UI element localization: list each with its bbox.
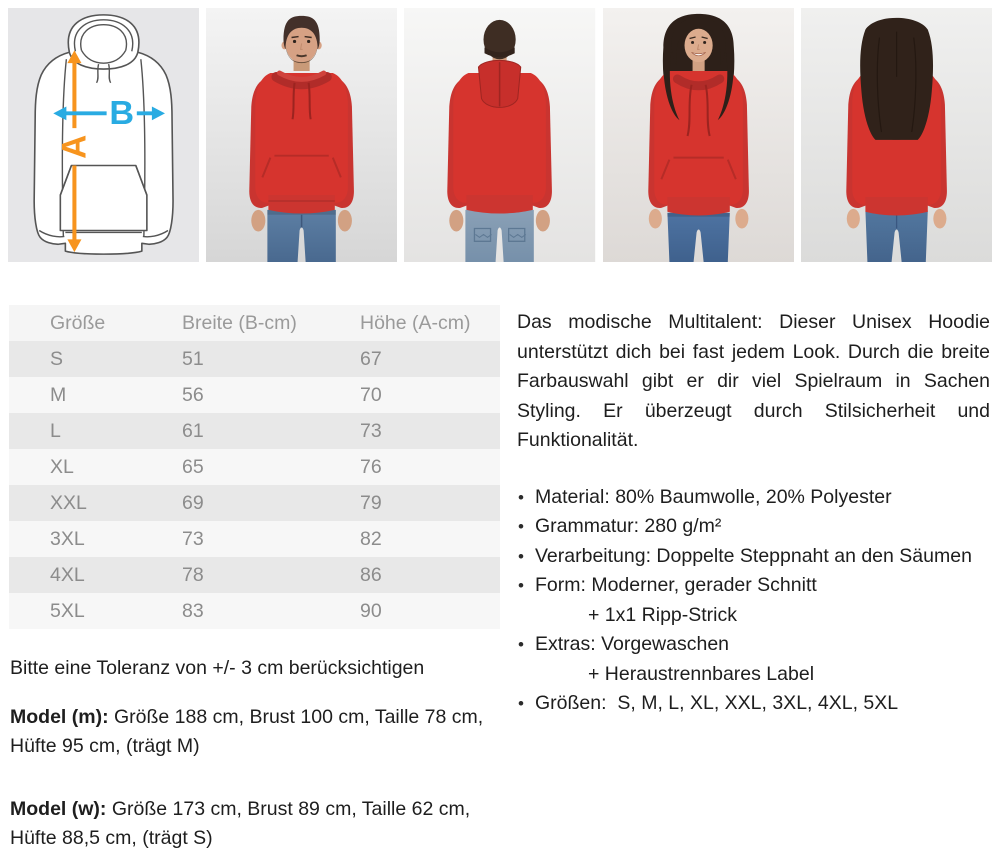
feature-text: Form: Moderner, gerader Schnitt	[535, 574, 817, 596]
col-header-width: Breite (B-cm)	[182, 311, 297, 334]
width-cell: 73	[182, 527, 204, 550]
size-cell: 4XL	[50, 563, 85, 586]
photo-male-front[interactable]	[206, 8, 397, 262]
feature-item	[517, 483, 990, 513]
height-cell: 76	[360, 455, 382, 478]
size-table-body	[9, 341, 500, 629]
size-diagram-illustration	[8, 8, 199, 262]
table-row	[9, 377, 500, 413]
width-cell: 65	[182, 455, 204, 478]
product-image-row	[0, 0, 1000, 262]
feature-text: Extras: Vorgewaschen	[535, 633, 730, 655]
width-cell: 61	[182, 419, 204, 442]
feature-item	[517, 571, 990, 630]
table-row	[9, 449, 500, 485]
photo-male-back[interactable]	[404, 8, 595, 262]
col-header-height: Höhe (A-cm)	[360, 311, 471, 334]
table-row	[9, 593, 500, 629]
table-row	[9, 341, 500, 377]
model-m-info	[10, 703, 496, 761]
model-w-label: Model (w):	[10, 798, 107, 820]
feature-subtext: + Heraustrennbares Label	[588, 662, 815, 685]
size-table	[9, 305, 500, 629]
size-cell: M	[50, 383, 67, 406]
photo-female-front[interactable]	[603, 8, 794, 262]
measure-a-label: A	[55, 134, 94, 159]
model-m-label: Model (m):	[10, 706, 109, 728]
feature-list	[517, 483, 990, 719]
height-cell: 70	[360, 383, 382, 406]
size-cell: L	[50, 419, 61, 442]
photo-female-back[interactable]	[801, 8, 992, 262]
male-back-illustration	[404, 8, 595, 262]
male-front-illustration	[206, 8, 397, 262]
model-w-info	[10, 795, 496, 853]
feature-text: Größen: S, M, L, XL, XXL, 3XL, 4XL, 5XL	[535, 692, 899, 714]
width-cell: 83	[182, 599, 204, 622]
height-cell: 79	[360, 491, 382, 514]
width-cell: 78	[182, 563, 204, 586]
feature-text: Verarbeitung: Doppelte Steppnaht an den Säumen	[535, 544, 972, 567]
measure-b-label: B	[109, 94, 135, 133]
size-table-header-row	[9, 305, 500, 341]
width-cell: 56	[182, 383, 204, 406]
table-row	[9, 521, 500, 557]
col-header-size: Größe	[50, 311, 106, 334]
feature-text: Grammatur: 280 g/m²	[535, 515, 722, 537]
feature-text: Material: 80% Baumwolle, 20% Polyester	[535, 485, 892, 508]
size-cell: XL	[50, 455, 74, 478]
model-m-text: Größe 188 cm, Brust 100 cm, Taille 78 cm, Hüfte 95 cm, (trägt M)	[10, 706, 484, 757]
height-cell: 86	[360, 563, 382, 586]
height-cell: 73	[360, 419, 382, 442]
table-row	[9, 413, 500, 449]
size-info-column	[0, 305, 500, 853]
tolerance-note: Bitte eine Toleranz von +/- 3 cm berücksichtigen	[10, 657, 425, 679]
female-front-illustration	[603, 8, 794, 262]
product-info-row	[0, 305, 1000, 853]
height-cell: 90	[360, 599, 382, 622]
size-cell: XXL	[50, 491, 87, 514]
feature-subtext: + 1x1 Ripp-Strick	[588, 603, 738, 626]
product-description-column	[500, 305, 990, 719]
height-cell: 82	[360, 527, 382, 550]
table-row	[9, 557, 500, 593]
female-back-illustration	[801, 8, 992, 262]
feature-item	[517, 689, 990, 719]
size-cell: 3XL	[50, 527, 85, 550]
size-cell: 5XL	[50, 599, 85, 622]
feature-item	[517, 630, 990, 689]
size-cell: S	[50, 347, 64, 370]
feature-item	[517, 512, 990, 542]
table-row	[9, 485, 500, 521]
model-w-text: Größe 173 cm, Brust 89 cm, Taille 62 cm, Hüfte 88,5 cm, (trägt S)	[10, 798, 471, 849]
size-diagram-image[interactable]	[8, 8, 199, 262]
width-cell: 69	[182, 491, 204, 514]
width-cell: 51	[182, 347, 204, 370]
description-intro: Das modische Multitalent: Dieser Unisex Hoodie unterstützt dich bei fast jedem Look. Durch die breite Farbauswahl gibt er dir viel Spielraum in Sachen Styling. Er überzeugt durch Stilsicherheit und Funktionalität.	[517, 311, 990, 451]
feature-item	[517, 542, 990, 572]
height-cell: 67	[360, 347, 382, 370]
